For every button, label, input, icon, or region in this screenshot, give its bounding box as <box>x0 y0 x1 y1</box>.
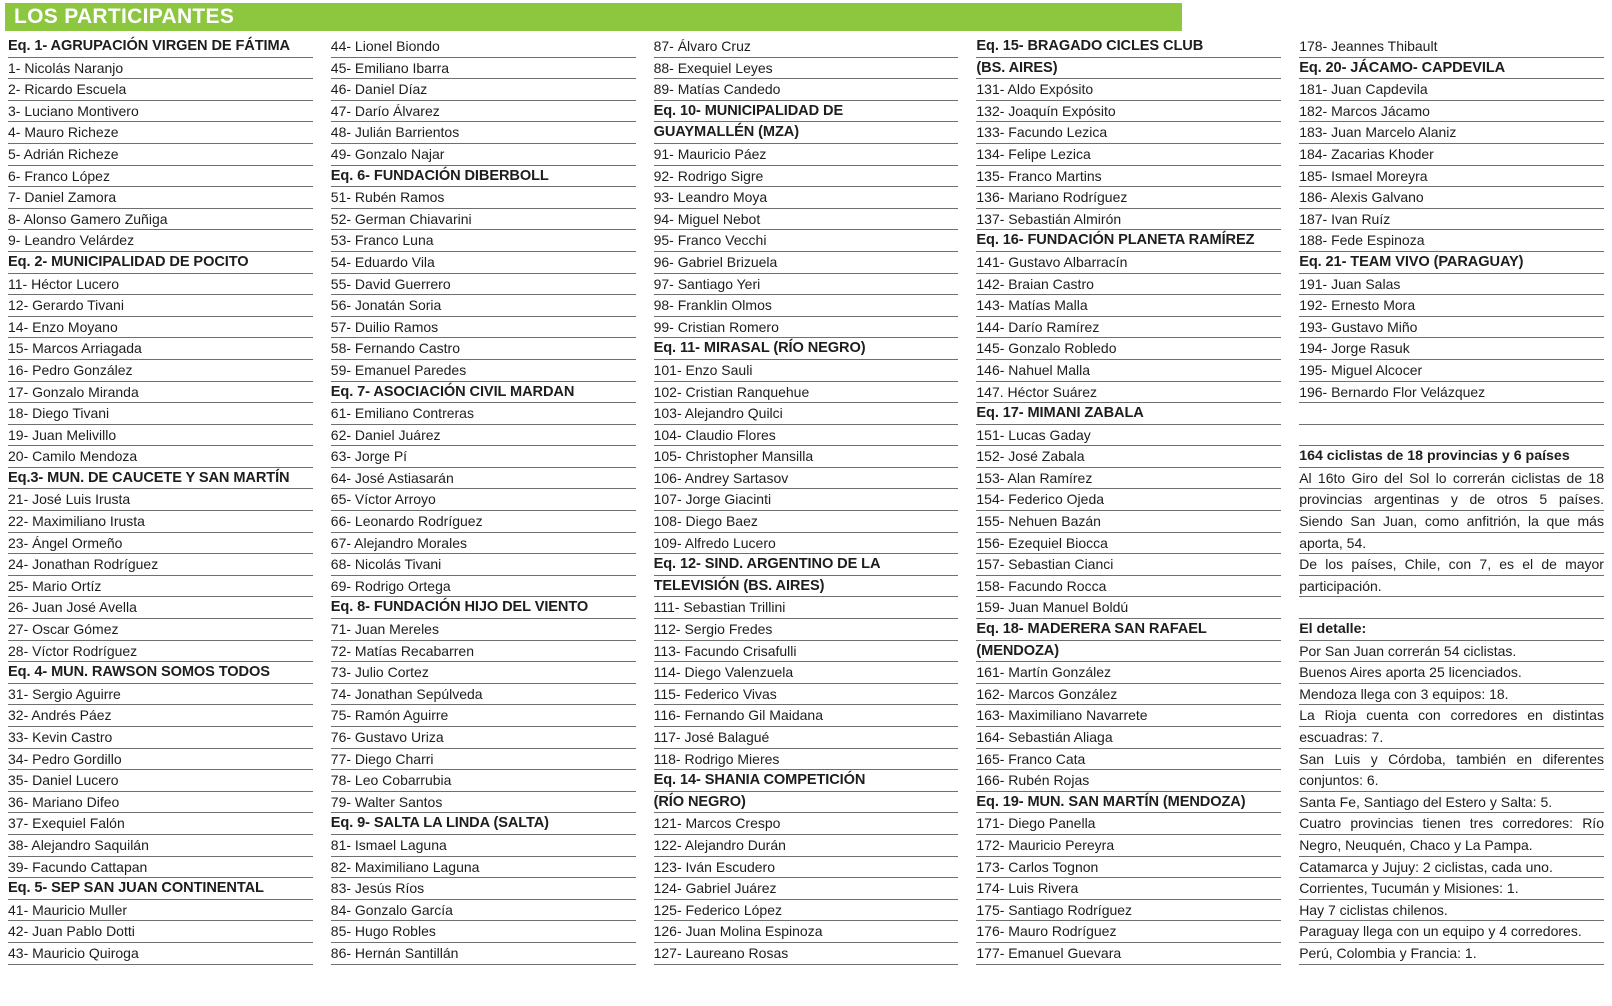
rider-row: 195- Miguel Alcocer <box>1299 360 1604 382</box>
rider-row: 84- Gonzalo García <box>331 900 636 922</box>
rider-row: 26- Juan José Avella <box>8 597 313 619</box>
rider-row: 107- Jorge Giacinti <box>654 489 959 511</box>
rider-row: 132- Joaquín Expósito <box>976 101 1281 123</box>
rider-row: 158- Facundo Rocca <box>976 576 1281 598</box>
rider-row: 144- Darío Ramírez <box>976 317 1281 339</box>
rider-row: 66- Leonardo Rodríguez <box>331 511 636 533</box>
participants-column <box>331 36 636 965</box>
info-line-row: Siendo San Juan, como anfitrión, la que más <box>1299 511 1604 533</box>
team-header-row: Eq. 16- FUNDACIÓN PLANETA RAMÍREZ <box>976 230 1281 252</box>
rider-row: 58- Fernando Castro <box>331 338 636 360</box>
rider-row: 1- Nicolás Naranjo <box>8 58 313 80</box>
rider-row: 16- Pedro González <box>8 360 313 382</box>
info-line-row: Buenos Aires aporta 25 licenciados. <box>1299 662 1604 684</box>
team-header-row: Eq. 4- MUN. RAWSON SOMOS TODOS <box>8 662 313 684</box>
rider-row: 109- Alfredo Lucero <box>654 533 959 555</box>
rider-row: 41- Mauricio Muller <box>8 900 313 922</box>
rider-row: 20- Camilo Mendoza <box>8 446 313 468</box>
rider-row: 118- Rodrigo Mieres <box>654 749 959 771</box>
page-header-bar <box>5 3 1182 31</box>
rider-row: 94- Miguel Nebot <box>654 209 959 231</box>
info-line-row: Paraguay llega con un equipo y 4 corredores. <box>1299 921 1604 943</box>
rider-row: 88- Exequiel Leyes <box>654 58 959 80</box>
rider-row: 188- Fede Espinoza <box>1299 230 1604 252</box>
rider-row: 116- Fernando Gil Maidana <box>654 705 959 727</box>
rider-row: 124- Gabriel Juárez <box>654 878 959 900</box>
team-header-row: Eq. 15- BRAGADO CICLES CLUB <box>976 36 1281 58</box>
rider-row: 63- Jorge Pí <box>331 446 636 468</box>
info-line-row: escuadras: 7. <box>1299 727 1604 749</box>
rider-row: 15- Marcos Arriagada <box>8 338 313 360</box>
rider-row: 104- Claudio Flores <box>654 425 959 447</box>
rider-row: 72- Matías Recabarren <box>331 641 636 663</box>
info-line-row: conjuntos: 6. <box>1299 770 1604 792</box>
rider-row: 53- Franco Luna <box>331 230 636 252</box>
rider-row: 172- Mauricio Pereyra <box>976 835 1281 857</box>
rider-row: 93- Leandro Moya <box>654 187 959 209</box>
info-line-row: participación. <box>1299 576 1604 598</box>
rider-row: 96- Gabriel Brizuela <box>654 252 959 274</box>
rider-row: 83- Jesús Ríos <box>331 878 636 900</box>
rider-row: 176- Mauro Rodríguez <box>976 921 1281 943</box>
team-header-row: Eq.3- MUN. DE CAUCETE Y SAN MARTÍN <box>8 468 313 490</box>
rider-row: 22- Maximiliano Irusta <box>8 511 313 533</box>
rider-row: 23- Ángel Ormeño <box>8 533 313 555</box>
rider-row: 143- Matías Malla <box>976 295 1281 317</box>
info-line-row: Al 16to Giro del Sol lo correrán ciclistas de 18 <box>1299 468 1604 490</box>
team-header-row: TELEVISIÓN (BS. AIRES) <box>654 576 959 598</box>
rider-row: 33- Kevin Castro <box>8 727 313 749</box>
rider-row: 152- José Zabala <box>976 446 1281 468</box>
team-header-row: Eq. 6- FUNDACIÓN DIBERBOLL <box>331 166 636 188</box>
info-line-row: Negro, Neuquén, Chaco y La Pampa. <box>1299 835 1604 857</box>
rider-row: 135- Franco Martins <box>976 166 1281 188</box>
rider-row: 52- German Chiavarini <box>331 209 636 231</box>
info-line-row: aporta, 54. <box>1299 533 1604 555</box>
rider-row: 102- Cristian Ranquehue <box>654 382 959 404</box>
rider-row: 64- José Astiasarán <box>331 468 636 490</box>
rider-row: 21- José Luis Irusta <box>8 489 313 511</box>
rider-row: 36- Mariano Difeo <box>8 792 313 814</box>
info-line-row: Corrientes, Tucumán y Misiones: 1. <box>1299 878 1604 900</box>
rider-row: 122- Alejandro Durán <box>654 835 959 857</box>
participants-column <box>1299 36 1604 965</box>
rider-row: 4- Mauro Richeze <box>8 122 313 144</box>
rider-row: 24- Jonathan Rodríguez <box>8 554 313 576</box>
rider-row: 79- Walter Santos <box>331 792 636 814</box>
info-line-row: San Luis y Córdoba, también en diferentes <box>1299 749 1604 771</box>
blank-row <box>1299 597 1604 619</box>
rider-row: 25- Mario Ortíz <box>8 576 313 598</box>
team-header-row: Eq. 8- FUNDACIÓN HIJO DEL VIENTO <box>331 597 636 619</box>
rider-row: 156- Ezequiel Biocca <box>976 533 1281 555</box>
participants-grid <box>8 36 1604 965</box>
rider-row: 147. Héctor Suárez <box>976 382 1281 404</box>
rider-row: 68- Nicolás Tivani <box>331 554 636 576</box>
team-header-row: Eq. 14- SHANIA COMPETICIÓN <box>654 770 959 792</box>
rider-row: 154- Federico Ojeda <box>976 489 1281 511</box>
rider-row: 47- Darío Álvarez <box>331 101 636 123</box>
rider-row: 194- Jorge Rasuk <box>1299 338 1604 360</box>
rider-row: 191- Juan Salas <box>1299 274 1604 296</box>
participants-column <box>8 36 313 965</box>
participants-column <box>654 36 959 965</box>
rider-row: 187- Ivan Ruíz <box>1299 209 1604 231</box>
rider-row: 98- Franklin Olmos <box>654 295 959 317</box>
info-line-row: Cuatro provincias tienen tres corredores: Río <box>1299 813 1604 835</box>
rider-row: 82- Maximiliano Laguna <box>331 857 636 879</box>
rider-row: 9- Leandro Velárdez <box>8 230 313 252</box>
rider-row: 133- Facundo Lezica <box>976 122 1281 144</box>
page-title: LOS PARTICIPANTES <box>14 5 235 28</box>
rider-row: 136- Mariano Rodríguez <box>976 187 1281 209</box>
rider-row: 69- Rodrigo Ortega <box>331 576 636 598</box>
rider-row: 185- Ismael Moreyra <box>1299 166 1604 188</box>
rider-row: 103- Alejandro Quilci <box>654 403 959 425</box>
team-header-row: Eq. 20- JÁCAMO- CAPDEVILA <box>1299 58 1604 80</box>
rider-row: 78- Leo Cobarrubia <box>331 770 636 792</box>
team-header-row: (RÍO NEGRO) <box>654 792 959 814</box>
rider-row: 76- Gustavo Uriza <box>331 727 636 749</box>
rider-row: 165- Franco Cata <box>976 749 1281 771</box>
rider-row: 121- Marcos Crespo <box>654 813 959 835</box>
info-line-row: Mendoza llega con 3 equipos: 18. <box>1299 684 1604 706</box>
rider-row: 28- Víctor Rodríguez <box>8 641 313 663</box>
rider-row: 127- Laureano Rosas <box>654 943 959 965</box>
rider-row: 192- Ernesto Mora <box>1299 295 1604 317</box>
team-header-row: (MENDOZA) <box>976 641 1281 663</box>
rider-row: 153- Alan Ramírez <box>976 468 1281 490</box>
rider-row: 49- Gonzalo Najar <box>331 144 636 166</box>
rider-row: 182- Marcos Jácamo <box>1299 101 1604 123</box>
team-header-row: Eq. 5- SEP SAN JUAN CONTINENTAL <box>8 878 313 900</box>
rider-row: 17- Gonzalo Miranda <box>8 382 313 404</box>
rider-row: 75- Ramón Aguirre <box>331 705 636 727</box>
rider-row: 3- Luciano Montivero <box>8 101 313 123</box>
info-line-row: provincias argentinas y de otros 5 países. <box>1299 489 1604 511</box>
rider-row: 6- Franco López <box>8 166 313 188</box>
rider-row: 174- Luis Rivera <box>976 878 1281 900</box>
rider-row: 146- Nahuel Malla <box>976 360 1281 382</box>
rider-row: 101- Enzo Sauli <box>654 360 959 382</box>
team-header-row: Eq. 11- MIRASAL (RÍO NEGRO) <box>654 338 959 360</box>
rider-row: 126- Juan Molina Espinoza <box>654 921 959 943</box>
info-line-row: Hay 7 ciclistas chilenos. <box>1299 900 1604 922</box>
rider-row: 91- Mauricio Páez <box>654 144 959 166</box>
team-header-row: Eq. 1- AGRUPACIÓN VIRGEN DE FÁTIMA <box>8 36 313 58</box>
rider-row: 175- Santiago Rodríguez <box>976 900 1281 922</box>
rider-row: 65- Víctor Arroyo <box>331 489 636 511</box>
rider-row: 81- Ismael Laguna <box>331 835 636 857</box>
team-header-row: Eq. 9- SALTA LA LINDA (SALTA) <box>331 813 636 835</box>
rider-row: 46- Daniel Díaz <box>331 79 636 101</box>
rider-row: 85- Hugo Robles <box>331 921 636 943</box>
rider-row: 62- Daniel Juárez <box>331 425 636 447</box>
team-header-row: Eq. 7- ASOCIACIÓN CIVIL MARDAN <box>331 382 636 404</box>
rider-row: 54- Eduardo Vila <box>331 252 636 274</box>
rider-row: 18- Diego Tivani <box>8 403 313 425</box>
info-heading-row: 164 ciclistas de 18 provincias y 6 países <box>1299 446 1604 468</box>
rider-row: 71- Juan Mereles <box>331 619 636 641</box>
rider-row: 2- Ricardo Escuela <box>8 79 313 101</box>
rider-row: 137- Sebastián Almirón <box>976 209 1281 231</box>
rider-row: 92- Rodrigo Sigre <box>654 166 959 188</box>
info-line-row: Catamarca y Jujuy: 2 ciclistas, cada uno. <box>1299 857 1604 879</box>
participants-column <box>976 36 1281 965</box>
rider-row: 114- Diego Valenzuela <box>654 662 959 684</box>
rider-row: 42- Juan Pablo Dotti <box>8 921 313 943</box>
rider-row: 67- Alejandro Morales <box>331 533 636 555</box>
rider-row: 131- Aldo Expósito <box>976 79 1281 101</box>
rider-row: 183- Juan Marcelo Alaniz <box>1299 122 1604 144</box>
rider-row: 106- Andrey Sartasov <box>654 468 959 490</box>
team-header-row: Eq. 10- MUNICIPALIDAD DE <box>654 101 959 123</box>
rider-row: 87- Álvaro Cruz <box>654 36 959 58</box>
team-header-row: Eq. 19- MUN. SAN MARTÍN (MENDOZA) <box>976 792 1281 814</box>
rider-row: 86- Hernán Santillán <box>331 943 636 965</box>
rider-row: 7- Daniel Zamora <box>8 187 313 209</box>
rider-row: 181- Juan Capdevila <box>1299 79 1604 101</box>
rider-row: 57- Duilio Ramos <box>331 317 636 339</box>
rider-row: 161- Martín González <box>976 662 1281 684</box>
info-line-row: La Rioja cuenta con corredores en distintas <box>1299 705 1604 727</box>
rider-row: 5- Adrián Richeze <box>8 144 313 166</box>
rider-row: 74- Jonathan Sepúlveda <box>331 684 636 706</box>
rider-row: 142- Braian Castro <box>976 274 1281 296</box>
rider-row: 159- Juan Manuel Boldú <box>976 597 1281 619</box>
rider-row: 157- Sebastian Cianci <box>976 554 1281 576</box>
rider-row: 19- Juan Melivillo <box>8 425 313 447</box>
rider-row: 59- Emanuel Paredes <box>331 360 636 382</box>
rider-row: 113- Facundo Crisafulli <box>654 641 959 663</box>
info-line-row: Por San Juan correrán 54 ciclistas. <box>1299 641 1604 663</box>
team-header-row: Eq. 12- SIND. ARGENTINO DE LA <box>654 554 959 576</box>
rider-row: 193- Gustavo Miño <box>1299 317 1604 339</box>
team-header-row: Eq. 21- TEAM VIVO (PARAGUAY) <box>1299 252 1604 274</box>
rider-row: 155- Nehuen Bazán <box>976 511 1281 533</box>
rider-row: 117- José Balagué <box>654 727 959 749</box>
rider-row: 31- Sergio Aguirre <box>8 684 313 706</box>
team-header-row: Eq. 2- MUNICIPALIDAD DE POCITO <box>8 252 313 274</box>
blank-row <box>1299 425 1604 447</box>
rider-row: 173- Carlos Tognon <box>976 857 1281 879</box>
rider-row: 105- Christopher Mansilla <box>654 446 959 468</box>
rider-row: 77- Diego Charri <box>331 749 636 771</box>
rider-row: 177- Emanuel Guevara <box>976 943 1281 965</box>
rider-row: 89- Matías Candedo <box>654 79 959 101</box>
info-line-row: Perú, Colombia y Francia: 1. <box>1299 943 1604 965</box>
rider-row: 27- Oscar Gómez <box>8 619 313 641</box>
info-line-row: Santa Fe, Santiago del Estero y Salta: 5. <box>1299 792 1604 814</box>
rider-row: 196- Bernardo Flor Velázquez <box>1299 382 1604 404</box>
rider-row: 186- Alexis Galvano <box>1299 187 1604 209</box>
team-header-row: (BS. AIRES) <box>976 58 1281 80</box>
rider-row: 73- Julio Cortez <box>331 662 636 684</box>
rider-row: 95- Franco Vecchi <box>654 230 959 252</box>
rider-row: 56- Jonatán Soria <box>331 295 636 317</box>
team-header-row: Eq. 17- MIMANI ZABALA <box>976 403 1281 425</box>
rider-row: 37- Exequiel Falón <box>8 813 313 835</box>
blank-row <box>1299 403 1604 425</box>
rider-row: 61- Emiliano Contreras <box>331 403 636 425</box>
rider-row: 99- Cristian Romero <box>654 317 959 339</box>
rider-row: 39- Facundo Cattapan <box>8 857 313 879</box>
rider-row: 38- Alejandro Saquilán <box>8 835 313 857</box>
rider-row: 12- Gerardo Tivani <box>8 295 313 317</box>
team-header-row: Eq. 18- MADERERA SAN RAFAEL <box>976 619 1281 641</box>
rider-row: 8- Alonso Gamero Zuñiga <box>8 209 313 231</box>
rider-row: 44- Lionel Biondo <box>331 36 636 58</box>
rider-row: 123- Iván Escudero <box>654 857 959 879</box>
rider-row: 97- Santiago Yeri <box>654 274 959 296</box>
rider-row: 111- Sebastian Trillini <box>654 597 959 619</box>
rider-row: 151- Lucas Gaday <box>976 425 1281 447</box>
rider-row: 34- Pedro Gordillo <box>8 749 313 771</box>
rider-row: 115- Federico Vivas <box>654 684 959 706</box>
rider-row: 141- Gustavo Albarracín <box>976 252 1281 274</box>
rider-row: 14- Enzo Moyano <box>8 317 313 339</box>
rider-row: 171- Diego Panella <box>976 813 1281 835</box>
rider-row: 48- Julián Barrientos <box>331 122 636 144</box>
info-line-row: De los países, Chile, con 7, es el de mayor <box>1299 554 1604 576</box>
rider-row: 166- Rubén Rojas <box>976 770 1281 792</box>
rider-row: 35- Daniel Lucero <box>8 770 313 792</box>
rider-row: 11- Héctor Lucero <box>8 274 313 296</box>
rider-row: 112- Sergio Fredes <box>654 619 959 641</box>
rider-row: 134- Felipe Lezica <box>976 144 1281 166</box>
info-heading-row: El detalle: <box>1299 619 1604 641</box>
rider-row: 164- Sebastián Aliaga <box>976 727 1281 749</box>
rider-row: 108- Diego Baez <box>654 511 959 533</box>
team-header-row: GUAYMALLÉN (MZA) <box>654 122 959 144</box>
rider-row: 145- Gonzalo Robledo <box>976 338 1281 360</box>
rider-row: 125- Federico López <box>654 900 959 922</box>
rider-row: 163- Maximiliano Navarrete <box>976 705 1281 727</box>
rider-row: 162- Marcos González <box>976 684 1281 706</box>
rider-row: 178- Jeannes Thibault <box>1299 36 1604 58</box>
rider-row: 32- Andrés Páez <box>8 705 313 727</box>
rider-row: 43- Mauricio Quiroga <box>8 943 313 965</box>
rider-row: 55- David Guerrero <box>331 274 636 296</box>
rider-row: 184- Zacarias Khoder <box>1299 144 1604 166</box>
rider-row: 51- Rubén Ramos <box>331 187 636 209</box>
rider-row: 45- Emiliano Ibarra <box>331 58 636 80</box>
